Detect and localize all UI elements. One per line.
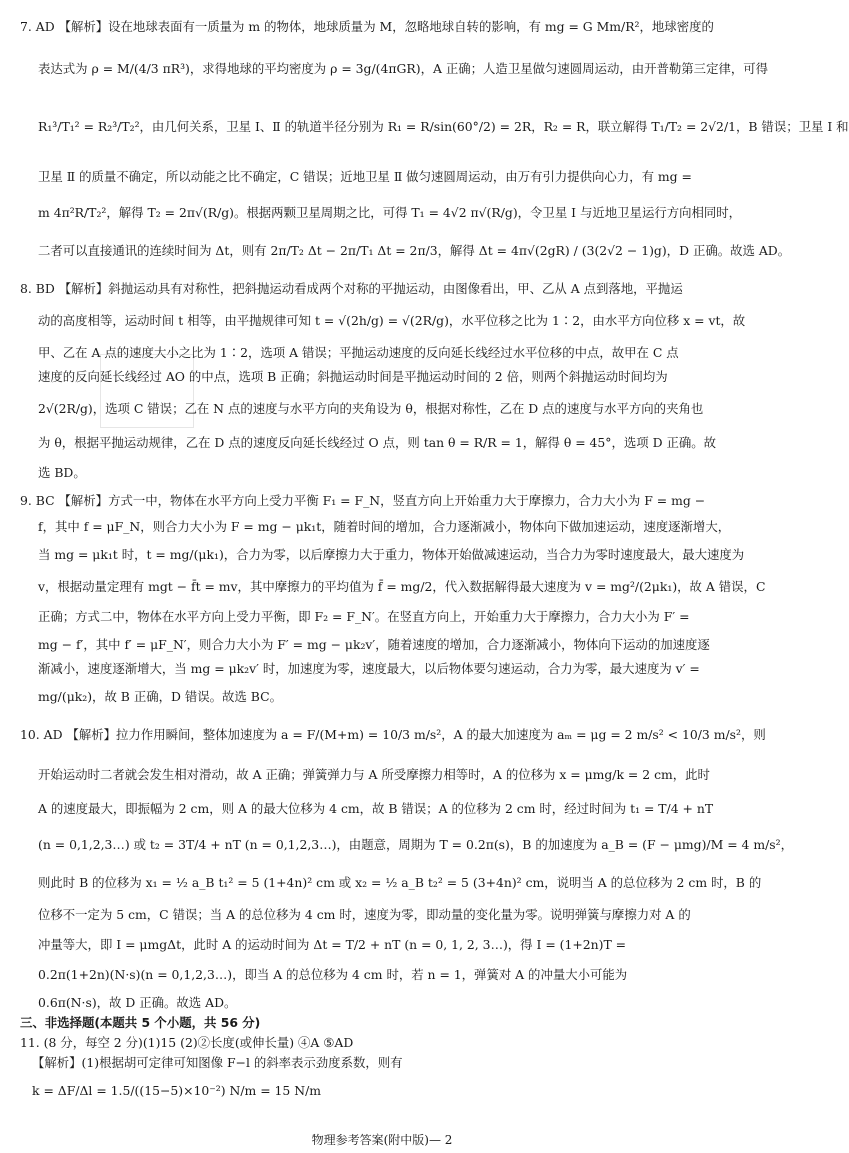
page-footer: 物理参考答案(附中版)— 2: [311, 1133, 453, 1147]
solution-line-text: 速度的反向延长线经过 AO 的中点，选项 B 正确；斜抛运动时间是平抛运动时间的 2 倍，则两个斜抛运动时间均为: [38, 369, 668, 384]
solution-line: [38, 368, 748, 386]
solution-line: [38, 800, 748, 818]
solution-line-text: R₁³/T₁² = R₂³/T₂²，由几何关系，卫星 Ⅰ、Ⅱ 的轨道半径分别为 R₁ = R/sin(60°/2) = 2R，R₂ = R，联立解得 T₁/T₂ = 2√2/1，B 错误；卫星 Ⅰ 和: [38, 119, 849, 134]
solution-line: [38, 312, 748, 330]
solution-line: [38, 766, 748, 784]
solution-line-text: 渐减小，速度逐渐增大，当 mg = μk₂v′ 时，加速度为零，速度最大，以后物体要匀速运动，合力为零，最大速度为 v′ =: [38, 661, 700, 676]
solution-line: [38, 242, 791, 260]
solution-line-text: 位移不一定为 5 cm，C 错误；当 A 的总位移为 4 cm 时，速度为零，即动量的变化量为零。说明弹簧与摩擦力对 A 的: [38, 907, 691, 922]
solution-line-text: v，根据动量定理有 mgt − f̄t = mv，其中摩擦力的平均值为 f̄ = mg/2，代入数据解得最大速度为 v = mg²/(2μk₁)，故 A 错误，C: [38, 579, 766, 594]
solution-line: [38, 118, 849, 136]
solution-line: [38, 966, 748, 984]
solution-line-text: 7. AD 【解析】设在地球表面有一质量为 m 的物体，地球质量为 M，忽略地球自转的影响，有 mg = G Mm/R²，地球密度的: [20, 19, 714, 34]
solution-line-text: 0.6π(N·s)，故 D 正确。故选 AD。: [38, 995, 237, 1010]
solution-line-text: 则此时 B 的位移为 x₁ = ½ a_B t₁² = 5 (1+4n)² cm 或 x₂ = ½ a_B t₂² = 5 (3+4n)² cm，说明当 A 的总位移为 2 cm 时，B 的: [38, 875, 762, 890]
solution-line-text: 卫星 Ⅱ 的质量不确定，所以动能之比不确定，C 错误；近地卫星 Ⅱ 做匀速圆周运动，由万有引力提供向心力，有 mg =: [38, 169, 692, 184]
solution-line: [38, 578, 766, 596]
solution-line: [38, 464, 748, 482]
solution-line-text: 开始运动时二者就会发生相对滑动，故 A 正确；弹簧弹力与 A 所受摩擦力相等时，A 的位移为 x = μmg/k = 2 cm，此时: [38, 767, 710, 782]
solution-line-text: (n = 0,1,2,3…) 或 t₂ = 3T/4 + nT (n = 0,1,2,3…)，由题意，周期为 T = 0.2π(s)，B 的加速度为 a_B = (F − μmg)/M = 4 m/s²，: [38, 837, 793, 852]
solution-line-text: 8. BD 【解析】斜抛运动具有对称性，把斜抛运动看成两个对称的平抛运动，由图像看出，甲、乙从 A 点到落地，平抛运: [20, 281, 683, 296]
solution-line-text: 为 θ，根据平抛运动规律，乙在 D 点的速度反向延长线经过 O 点，则 tan θ = R/R = 1，解得 θ = 45°，选项 D 正确。故: [38, 435, 717, 450]
solution-line-text: 表达式为 ρ = M/(4/3 πR³)，求得地球的平均密度为 ρ = 3g/(4πGR)，A 正确；人造卫星做匀速圆周运动，由开普勒第三定律，可得: [38, 61, 769, 76]
solution-line-text: 选 BD。: [38, 465, 86, 480]
solution-line: [38, 60, 769, 78]
solution-line: [38, 660, 748, 678]
solution-line-text: 动的高度相等，运动时间 t 相等，由平抛规律可知 t = √(2h/g) = √(2R/g)，水平位移之比为 1∶2，由水平方向位移 x = vt，故: [38, 313, 746, 328]
section-title: 三、非选择题(本题共 5 个小题，共 56 分): [20, 1015, 261, 1030]
solution-line-text: 甲、乙在 A 点的速度大小之比为 1∶2，选项 A 错误；平抛运动速度的反向延长线经过水平位移的中点，故甲在 C 点: [38, 345, 679, 360]
solution-line-text: m 4π²R/T₂²，解得 T₂ = 2π√(R/g)。根据两颗卫星周期之比，可得 T₁ = 4√2 π√(R/g)，令卫星 Ⅰ 与近地卫星运行方向相同时，: [38, 205, 742, 220]
solution-line: [38, 518, 748, 536]
solution-line-text: 0.2π(1+2n)(N·s)(n = 0,1,2,3…)，即当 A 的总位移为 4 cm 时，若 n = 1，弹簧对 A 的冲量大小可能为: [38, 967, 628, 982]
solution-line: [38, 994, 748, 1012]
solution-line: [38, 344, 748, 362]
solution-line: [38, 168, 748, 186]
solution-line-text: mg − f′，其中 f′ = μF_N′，则合力大小为 F′ = mg − μk₂v′，随着速度的增加，合力逐渐减小，物体向下运动的加速度逐: [38, 637, 710, 652]
solution-line-text: 10. AD 【解析】拉力作用瞬间，整体加速度为 a = F/(M+m) = 10/3 m/s²，A 的最大加速度为 aₘ = μg = 2 m/s² < 10/3 m/s²，则: [20, 727, 766, 742]
solution-line: [38, 546, 748, 564]
q11-explanation-line: 【解析】(1)根据胡可定律可知图像 F−l 的斜率表示劲度系数，则有: [32, 1055, 403, 1070]
solution-line: [38, 608, 748, 626]
solution-line-text: 9. BC 【解析】方式一中，物体在水平方向上受力平衡 F₁ = F_N，竖直方向上开始重力大于摩擦力，合力大小为 F = mg −: [20, 493, 706, 508]
solution-line: [38, 636, 748, 654]
solution-line: [38, 688, 748, 706]
solution-line: [38, 434, 748, 452]
solution-line: [38, 204, 748, 222]
solution-line-text: 二者可以直接通讯的连续时间为 Δt，则有 2π/T₂ Δt − 2π/T₁ Δt = 2π/3，解得 Δt = 4π√(2gR) / (3(2√2 − 1)g)，D 正确。故选 AD。: [38, 243, 791, 258]
solution-line: [20, 492, 748, 510]
solution-line-text: 2√(2R/g)，选项 C 错误；乙在 N 点的速度与水平方向的夹角设为 θ，根据对称性，乙在 D 点的速度与水平方向的夹角也: [38, 401, 704, 416]
solution-line-text: 当 mg = μk₁t 时，t = mg/(μk₁)，合力为零，以后摩擦力大于重力，物体开始做减速运动，当合力为零时速度最大，最大速度为: [38, 547, 745, 562]
solution-line-text: 冲量等大，即 I = μmgΔt，此时 A 的运动时间为 Δt = T/2 + nT (n = 0, 1, 2, 3…)，得 I = (1+2n)T =: [38, 937, 627, 952]
solution-line: [38, 906, 748, 924]
q11-formula-line: k = ΔF/Δl = 1.5/((15−5)×10⁻²) N/m = 15 N/m: [32, 1083, 321, 1098]
solution-line-text: A 的速度最大，即振幅为 2 cm，则 A 的最大位移为 4 cm，故 B 错误；A 的位移为 2 cm 时，经过时间为 t₁ = T/4 + nT: [38, 801, 714, 816]
solution-line-text: mg/(μk₂)，故 B 正确，D 错误。故选 BC。: [38, 689, 282, 704]
solution-line: [38, 400, 748, 418]
q11-header: 11. (8 分，每空 2 分)(1)15 (2)②长度(或伸长量) ④A ⑤AD: [20, 1035, 354, 1050]
solution-line: [38, 874, 762, 892]
solution-line: [20, 18, 748, 36]
solution-line: [38, 936, 748, 954]
solution-line: [38, 836, 793, 854]
solution-line-text: f，其中 f = μF_N，则合力大小为 F = mg − μk₁t，随着时间的增加，合力逐渐减小，物体向下做加速运动，速度逐渐增大，: [38, 519, 731, 534]
solution-line: [20, 280, 748, 298]
solution-line: [20, 726, 766, 744]
solution-line-text: 正确；方式二中，物体在水平方向上受力平衡，即 F₂ = F_N′。在竖直方向上，开始重力大于摩擦力，合力大小为 F′ =: [38, 609, 690, 624]
